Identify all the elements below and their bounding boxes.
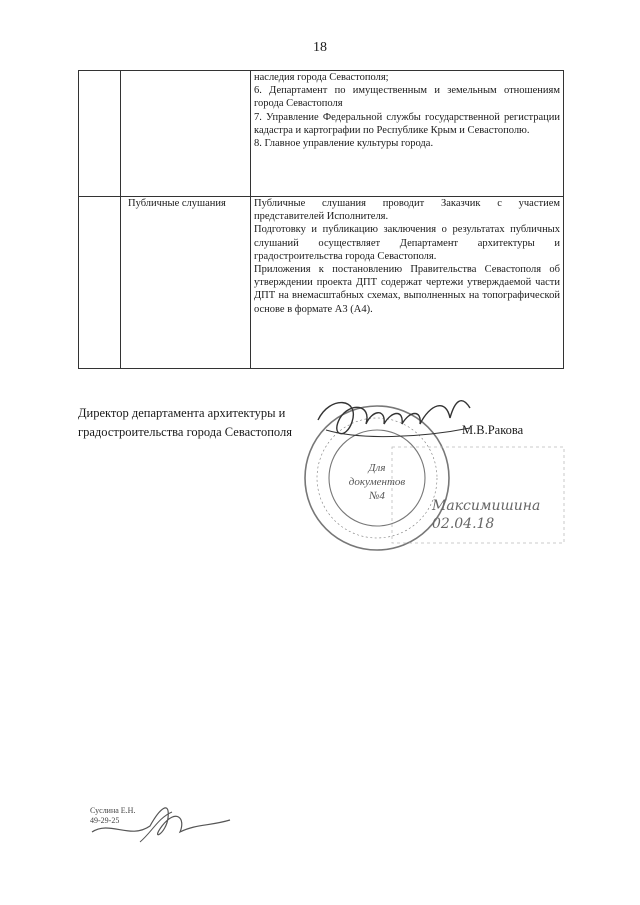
executor-name: Суслина Е.Н. (90, 806, 136, 815)
seal-text: Для (368, 462, 386, 474)
signer-position-line: Директор департамента архитектуры и (78, 406, 286, 420)
director-signature (318, 401, 470, 434)
executor-phone: 49-29-25 (90, 816, 120, 825)
signer-name: М.В.Ракова (462, 423, 524, 437)
executor-info (90, 806, 135, 826)
seal-text: документов (348, 476, 406, 488)
paragraph: Приложения к постановлению Правительства Севастополя об утверждении проекта ДПТ содержат чертежи утверждаемой части ДПТ на внемасштабных схемах, выполненных на топографической основе в формате А3 (А4). (254, 264, 560, 315)
seal-text: №4 (369, 490, 385, 502)
page-number: 18 (313, 40, 327, 55)
row-label: Публичные слушания (128, 198, 226, 209)
paragraph: Публичные слушания проводит Заказчик с участием представителей Исполнителя. (254, 198, 560, 223)
paragraph: 7. Управление Федеральной службы государственной регистрации кадастра и картографии по Республике Крым и Севастополю. (254, 111, 560, 136)
paragraph: 6. Департамент по имущественным и земельным отношениям города Севастополя (254, 85, 560, 110)
handwritten-date: 02.04.18 (432, 516, 495, 532)
paragraph: наследия города Севастополя; (254, 72, 389, 83)
signer-position-line: градостроительства города Севастополя (78, 425, 292, 439)
paragraph: Подготовку и публикацию заключения о результатах публичных слушаний осуществляет Департамент архитектуры и градостроительства города Севастополя. (254, 224, 560, 262)
handwritten-surname: Максимишина (432, 498, 541, 514)
paragraph: 8. Главное управление культуры города. (254, 138, 434, 150)
